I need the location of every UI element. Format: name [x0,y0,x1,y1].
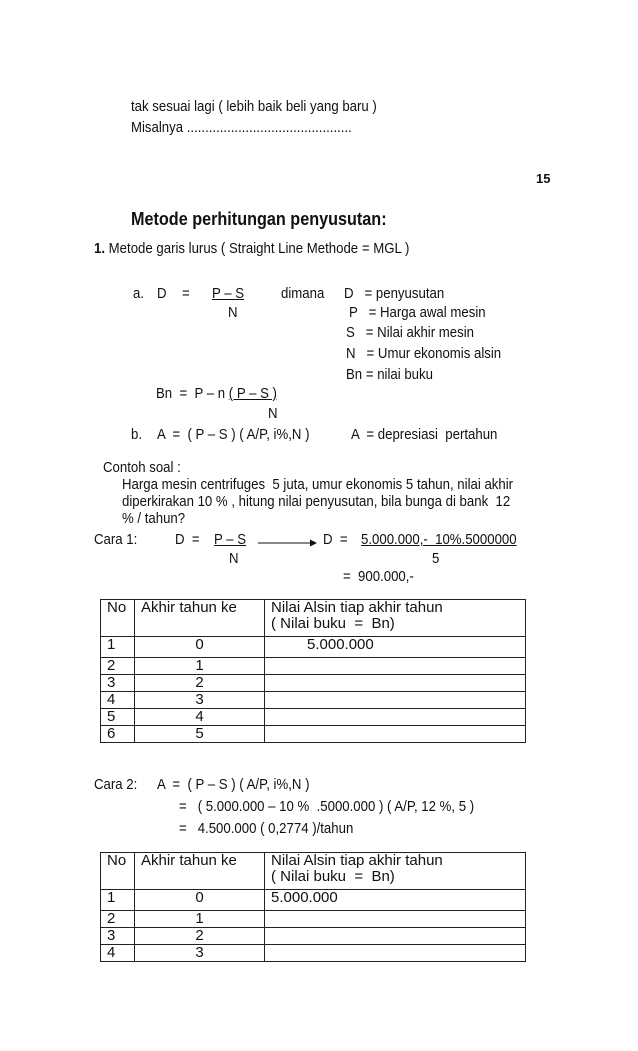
cell-value [265,911,526,928]
cara1-numerator: P – S [214,531,247,548]
table-row [101,928,526,945]
cell-no: 3 [101,675,135,692]
example-line-3: % / tahun? [122,510,186,527]
method-1-title [94,240,409,258]
header-no: No [101,600,135,637]
cell-value [265,709,526,726]
cell-no: 1 [101,890,135,911]
cell-year: 5 [135,726,265,743]
formula-a-numerator: P – S [212,285,245,302]
formula-a-lhs: D [157,285,167,302]
cara1-rhs-numerator: 5.000.000,- 10%.5000000 [361,531,517,548]
cell-year: 1 [135,911,265,928]
table-row [101,658,526,675]
cell-value: 5.000.000 [265,637,526,658]
cell-value: 5.000.000 [265,890,526,911]
cara2-line-1: A = ( P – S ) ( A/P, i%,N ) [157,776,310,793]
header-book-value [265,600,526,637]
header-book-value [265,853,526,890]
cell-value [265,692,526,709]
cell-value [265,658,526,675]
cell-value [265,928,526,945]
cell-year: 0 [135,637,265,658]
cell-no: 2 [101,658,135,675]
bn-formula-underlined: ( P – S ) [228,385,277,402]
cara2-line-3: = 4.500.000 ( 0,2774 )/tahun [179,820,354,837]
depreciation-table-2 [100,852,526,962]
header-book-value-line-1: Nilai Alsin tiap akhir tahun [271,599,443,616]
page-number: 15 [536,171,551,186]
cara1-denominator: N [229,550,239,567]
bn-formula [156,385,277,403]
table-row [101,709,526,726]
definition-s: S = Nilai akhir mesin [346,324,475,341]
example-line-1: Harga mesin centrifuges 5 juta, umur ekonomis 5 tahun, nilai akhir [122,476,514,493]
cell-year: 2 [135,675,265,692]
table-row [101,675,526,692]
table-row [101,637,526,658]
depreciation-table-1 [100,599,526,743]
table-row [101,945,526,962]
cara1-lhs: D = [175,531,200,548]
header-book-value-line-1: Nilai Alsin tiap akhir tahun [271,852,443,869]
table-row [101,911,526,928]
cell-no: 6 [101,726,135,743]
formula-a-denominator: N [228,304,238,321]
header-no: No [101,853,135,890]
cell-no: 4 [101,945,135,962]
cara1-rhs-lhs: D = [323,531,348,548]
cell-year: 3 [135,945,265,962]
header-end-year: Akhir tahun ke [135,600,265,637]
definition-bn: Bn = nilai buku [346,366,433,383]
bn-formula-prefix: Bn = P – n [156,385,226,402]
cell-value [265,945,526,962]
formula-b-text: A = ( P – S ) ( A/P, i%,N ) [157,426,310,443]
formula-a-label: a. [133,285,145,302]
bn-denominator: N [268,405,278,422]
table-row [101,890,526,911]
formula-b-label: b. [131,426,143,443]
method-1-title-text: Metode garis lurus ( Straight Line Methode = MGL ) [108,240,410,257]
cara1-rhs-denominator: 5 [432,550,440,567]
table-row [101,726,526,743]
cara2-label: Cara 2: [94,776,138,793]
section-heading: Metode perhitungan penyusutan: [131,209,387,229]
cell-no: 4 [101,692,135,709]
cell-year: 1 [135,658,265,675]
intro-line-1: tak sesuai lagi ( lebih baik beli yang baru ) [131,98,377,115]
cell-value [265,726,526,743]
cell-no: 2 [101,911,135,928]
table-header-row [101,600,526,637]
arrow-icon [258,538,318,548]
cell-year: 3 [135,692,265,709]
cell-year: 0 [135,890,265,911]
table-row [101,692,526,709]
header-end-year: Akhir tahun ke [135,853,265,890]
cell-no: 5 [101,709,135,726]
table-header-row [101,853,526,890]
cara1-label: Cara 1: [94,531,138,548]
header-book-value-line-2: ( Nilai buku = Bn) [271,868,395,885]
cell-value [265,675,526,692]
method-1-number: 1. [94,240,106,257]
definition-d: D = penyusutan [344,285,445,302]
definition-n: N = Umur ekonomis alsin [346,345,502,362]
cell-no: 1 [101,637,135,658]
cara2-line-2: = ( 5.000.000 – 10 % .5000.000 ) ( A/P, 12 %, 5 ) [179,798,475,815]
cell-no: 3 [101,928,135,945]
cara1-result: = 900.000,- [343,568,414,585]
example-title: Contoh soal : [103,459,181,476]
cell-year: 4 [135,709,265,726]
cell-year: 2 [135,928,265,945]
formula-b-note: A = depresiasi pertahun [351,426,498,443]
definition-p: P = Harga awal mesin [349,304,486,321]
example-line-2: diperkirakan 10 % , hitung nilai penyusutan, bila bunga di bank 12 [122,493,511,510]
formula-a-where: dimana [281,285,325,302]
header-book-value-line-2: ( Nilai buku = Bn) [271,615,395,632]
formula-a-eq: = [182,285,190,302]
intro-line-2: Misalnya ............................................. [131,119,352,136]
